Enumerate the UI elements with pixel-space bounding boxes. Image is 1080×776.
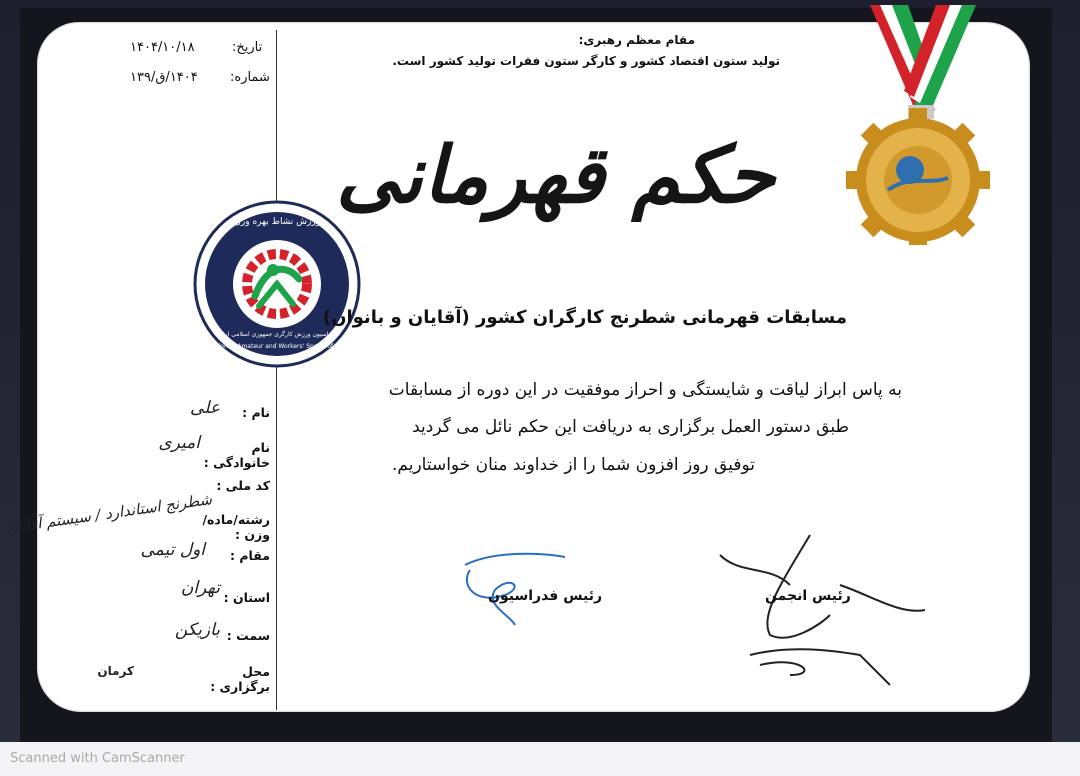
- field-value-province: تهران: [180, 578, 220, 598]
- association-president-label: رئیس انجمن: [765, 588, 851, 604]
- field-value-position: بازیکن: [174, 620, 220, 640]
- field-value-discipline: شطرنج استاندارد / سیستم آقایان: [5, 490, 214, 537]
- field-label-family: نام خانوادگی :: [203, 440, 270, 470]
- body-line-3: توفیق روز افزون شما را از خداوند منان خواستاریم.: [392, 455, 755, 475]
- logo-org-name-en: Federation of Amateur and Workers' Sports of I.R. Iran: [195, 343, 359, 350]
- scanner-watermark: Scanned with CamScanner: [10, 751, 185, 766]
- field-label-rank: مقام :: [230, 548, 270, 563]
- field-value-rank: اول تیمی: [140, 540, 205, 560]
- body-line-2: طبق دستور العمل برگزاری به دریافت این حکم نائل می گردید: [412, 417, 849, 437]
- logo-ring-text: ورزش نشاط بهره وری: [233, 217, 321, 227]
- quote-text: تولید ستون اقتصاد کشور و کارگر ستون فقرات تولید کشور است.: [392, 54, 780, 68]
- number-value: ۱۴۰۴/ق/۱۳۹: [130, 70, 198, 85]
- field-label-name: نام :: [242, 405, 270, 420]
- certificate-title: حکم قهرمانی: [336, 130, 775, 221]
- competition-name: مسابقات قهرمانی شطرنج کارگران کشور (آقایان و بانوان): [322, 307, 847, 328]
- field-label-position: سمت :: [226, 628, 270, 643]
- logo-org-name-fa: فدراسیون ورزش کارگری جمهوری اسلامی ایران: [216, 331, 338, 338]
- field-value-name: علی: [190, 398, 220, 418]
- field-label-province: استان :: [223, 590, 270, 605]
- field-value-family: امیری: [158, 433, 200, 453]
- field-label-national-code: کد ملی :: [216, 478, 270, 493]
- field-label-discipline: رشته/ماده/وزن :: [202, 512, 270, 542]
- divider-line: [276, 30, 277, 710]
- body-line-1: به پاس ابراز لیاقت و شایستگی و احراز موفقیت در این دوره از مسابقات: [388, 380, 902, 400]
- field-label-venue: محل برگزاری :: [210, 664, 270, 694]
- medal-icon: [840, 5, 990, 245]
- date-label: تاریخ:: [232, 40, 263, 55]
- date-value: ۱۴۰۴/۱۰/۱۸: [130, 40, 195, 55]
- quote-author: مقام معظم رهبری:: [578, 33, 695, 47]
- field-value-venue: کرمان: [97, 664, 134, 678]
- association-signature: [700, 525, 930, 695]
- number-label: شماره:: [230, 70, 270, 85]
- federation-logo: [182, 198, 372, 368]
- federation-president-label: رئیس فدراسیون: [488, 588, 603, 604]
